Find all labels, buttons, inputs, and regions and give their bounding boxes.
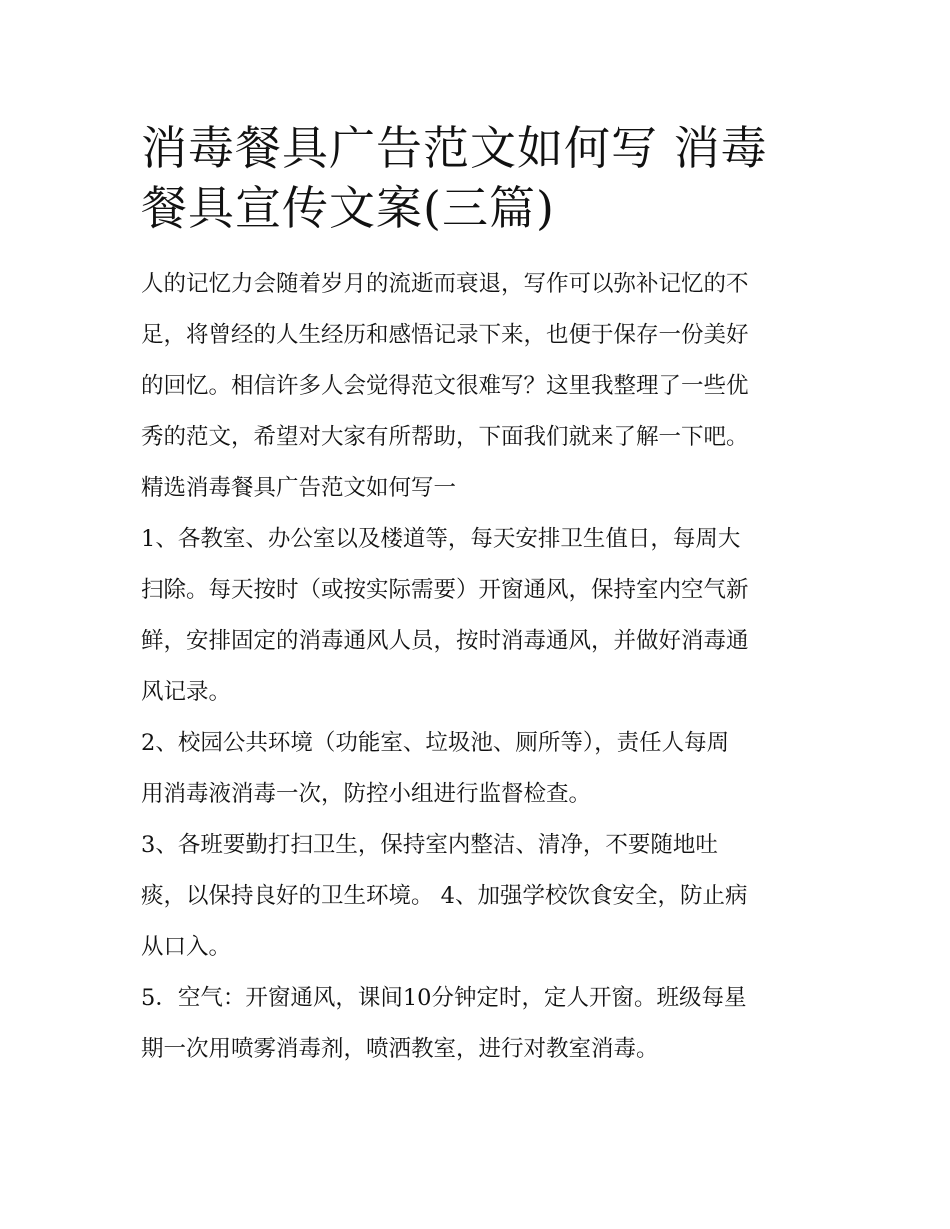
title-line: 餐具宣传文案(三篇) [141,181,555,235]
item-1-line: 扫除。每天按时（或按实际需要）开窗通风，保持室内空气新 [141,577,749,603]
document-title [141,118,813,238]
item-1-line: 1、各教室、办公室以及楼道等，每天安排卫生值日，每周大 [141,526,741,552]
document-content [141,118,813,1075]
document-body [141,259,813,1075]
title-line: 消毒餐具广告范文如何写 消毒 [141,121,768,175]
item-1-line: 鲜，安排固定的消毒通风人员，按时消毒通风，并做好消毒通 [141,628,749,654]
item-5-line: 5．空气：开窗通风，课间10分钟定时，定人开窗。班级每星 [141,985,747,1011]
item-3-line: 从口入。 [141,934,232,960]
item-5-line: 期一次用喷雾消毒剂，喷洒教室，进行对教室消毒。 [141,1036,659,1062]
intro-line: 足，将曾经的人生经历和感悟记录下来，也便于保存一份美好 [141,322,749,348]
item-1-line: 风记录。 [141,679,232,705]
intro-line: 秀的范文，希望对大家有所帮助，下面我们就来了解一下吧。 [141,424,749,450]
item-3-line: 3、各班要勤打扫卫生，保持室内整洁、清净，不要随地吐 [141,832,718,858]
item-3-line: 痰，以保持良好的卫生环境。 4、加强学校饮食安全，防止病 [141,883,748,909]
intro-line: 的回忆。相信许多人会觉得范文很难写？这里我整理了一些优 [141,373,749,399]
item-2-line: 2、校园公共环境（功能室、垃圾池、厕所等），责任人每周 [141,730,730,756]
section-heading: 精选消毒餐具广告范文如何写一 [141,475,457,501]
intro-line: 人的记忆力会随着岁月的流逝而衰退，写作可以弥补记忆的不 [141,271,749,297]
item-2-line: 用消毒液消毒一次，防控小组进行监督检查。 [141,781,592,807]
